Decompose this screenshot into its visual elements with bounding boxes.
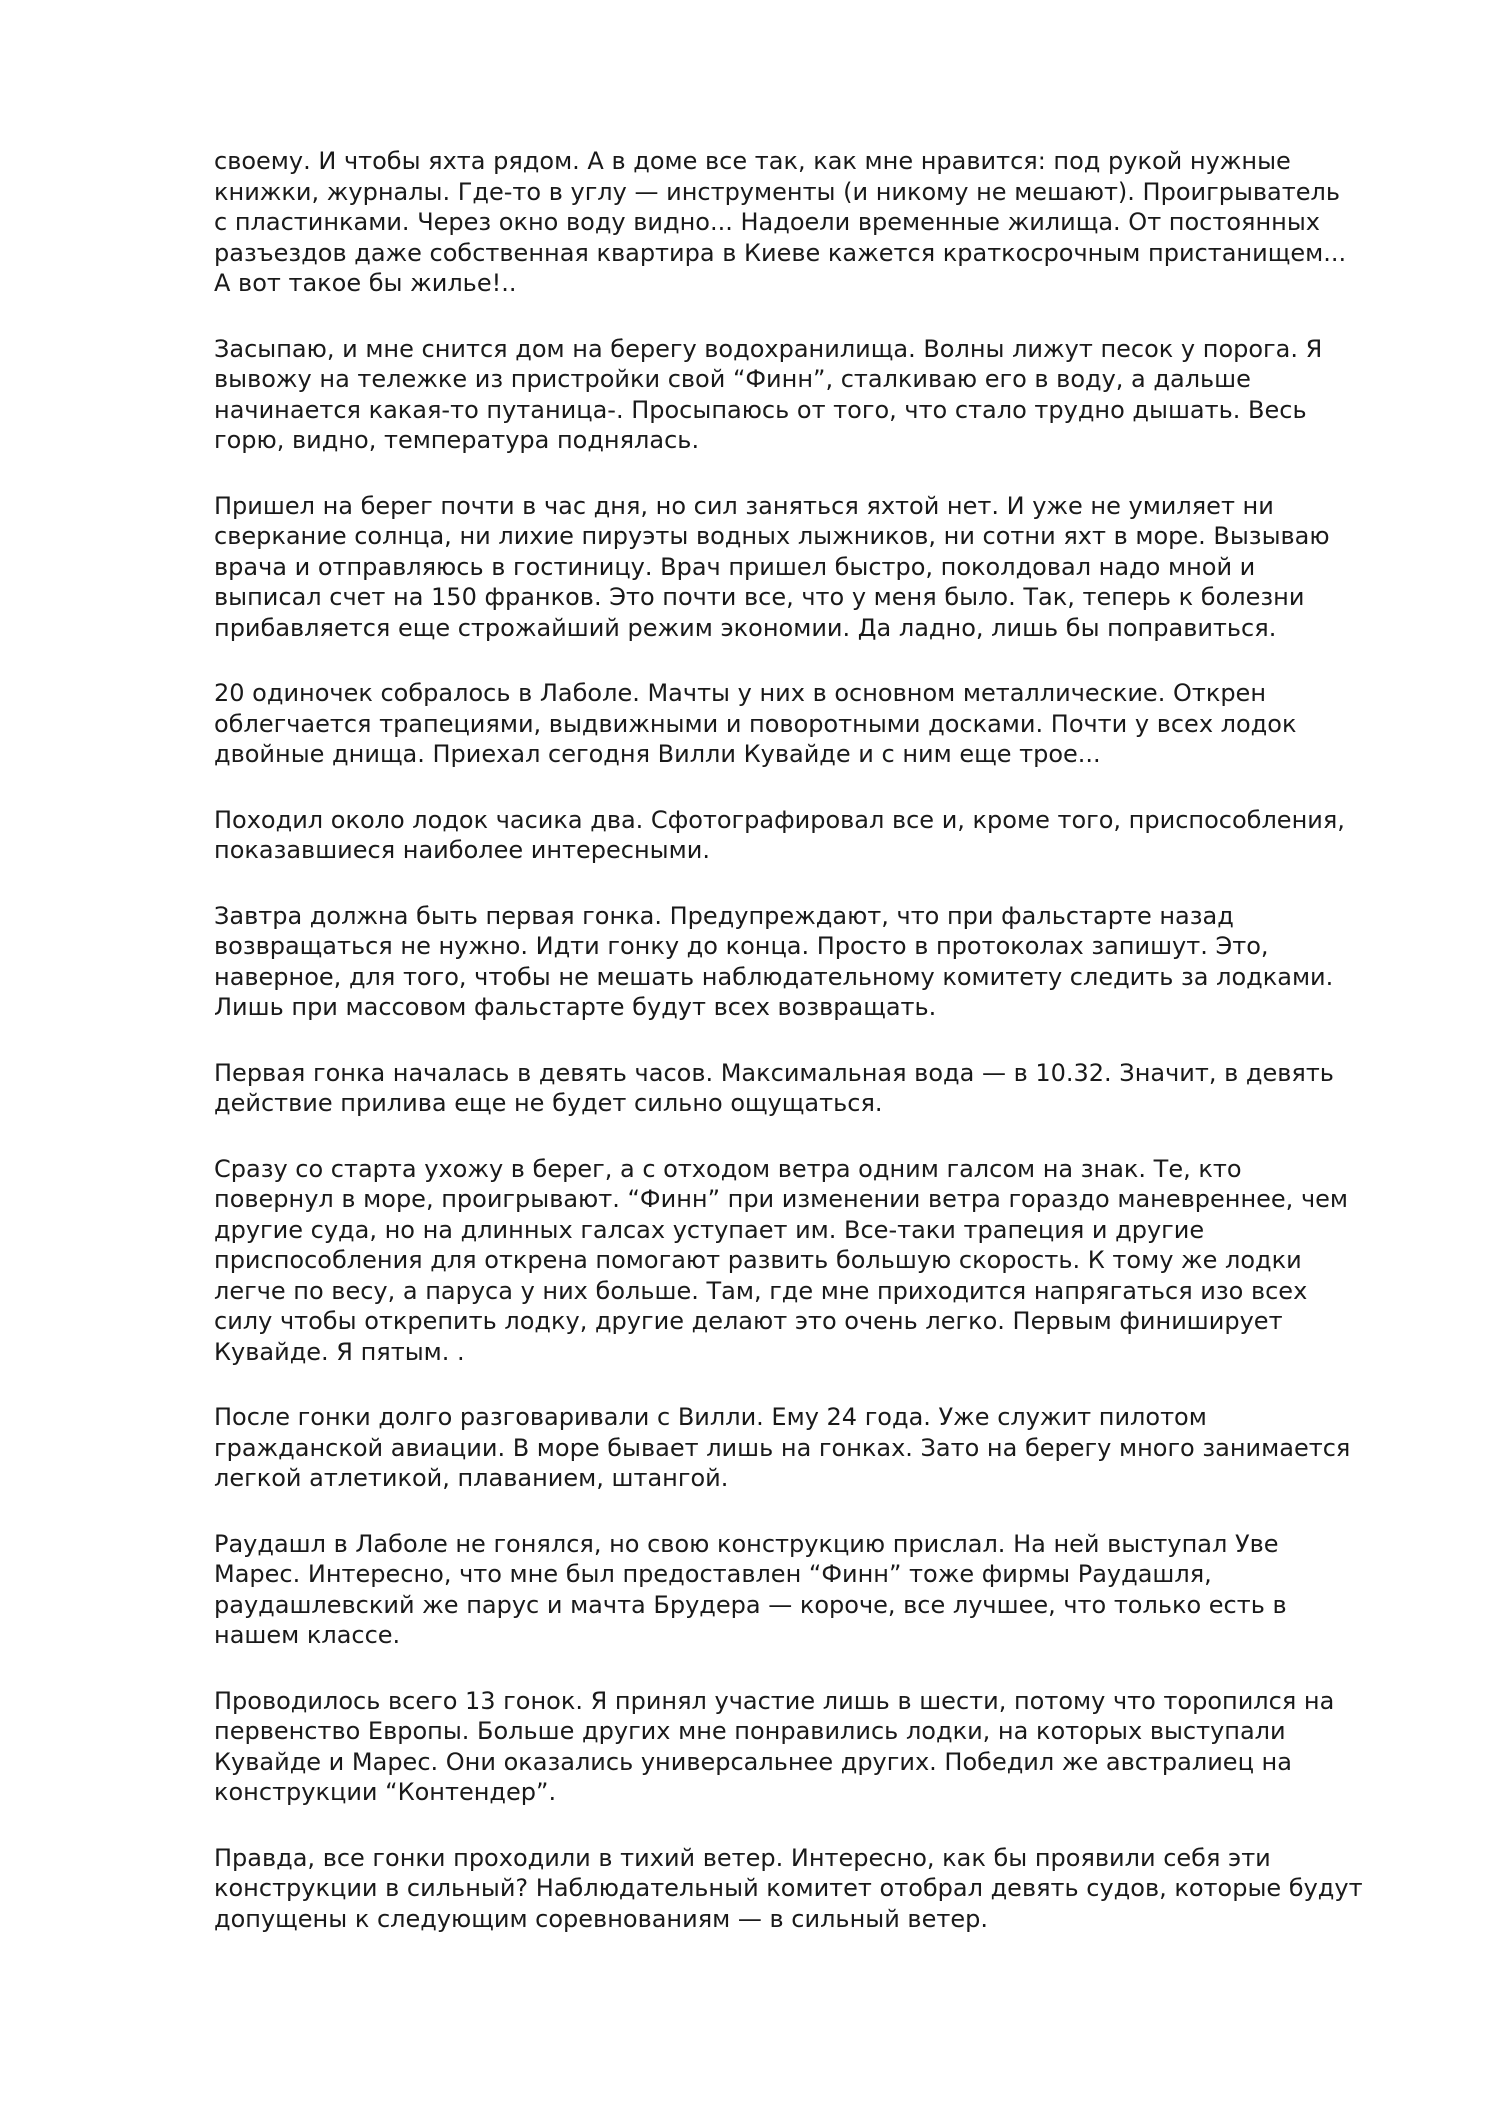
paragraph [214,1058,1394,1119]
text-line: своему. И чтобы яхта рядом. А в доме все так, как мне нравится: под рукой нужные [214,147,1291,175]
text-line: выписал счет на 150 франков. Это почти все, что у меня было. Так, теперь к болезни [214,583,1305,611]
text-line: с пластинками. Через окно воду видно... Надоели временные жилища. От постоянных [214,208,1321,236]
paragraph [214,491,1394,644]
text-line: После гонки долго разговаривали с Вилли. Ему 24 года. Уже служит пилотом [214,1403,1207,1431]
text-line: конструкции “Контендер”. [214,1778,557,1806]
paragraph [214,1402,1394,1494]
paragraph [214,334,1394,456]
text-line: горю, видно, температура поднялась. [214,426,700,454]
text-line: гражданской авиации. В море бывает лишь на гонках. Зато на берегу много занимается [214,1433,1351,1462]
text-line: Пришел на берег почти в час дня, но сил заняться яхтой нет. И уже не умиляет ни [214,491,1274,520]
text-line: 20 одиночек собралось в Лаболе. Мачты у них в основном металлические. Открен [214,679,1267,707]
text-line: облегчается трапециями, выдвижными и поворотными досками. Почти у всех лодок [214,709,1297,738]
text-line: другие суда, но на длинных галсах уступает им. Все-таки трапеция и другие [214,1215,1205,1244]
text-line: Лишь при массовом фальстарте будут всех возвращать. [214,993,937,1021]
text-line: первенство Европы. Больше других мне понравились лодки, на которых выступали [214,1717,1286,1745]
text-line: наверное, для того, чтобы не мешать наблюдательному комитету следить за лодками. [214,962,1334,991]
document-page [214,146,1394,1969]
text-line: нашем классе. [214,1621,401,1649]
text-line: легкой атлетикой, плаванием, штангой. [214,1464,729,1492]
text-line: Правда, все гонки проходили в тихий ветер. Интересно, как бы проявили себя эти [214,1843,1271,1872]
text-line: конструкции в сильный? Наблюдательный комитет отобрал девять судов, которые будут [214,1874,1363,1902]
text-line: двойные днища. Приехал сегодня Вилли Кувайде и с ним еще трое... [214,740,1101,768]
text-line: вывожу на тележке из пристройки свой “Финн”, сталкиваю его в воду, а дальше [214,365,1251,393]
text-line: сверкание солнца, ни лихие пируэты водных лыжников, ни сотни яхт в море. Вызываю [214,522,1330,550]
paragraph [214,1529,1394,1651]
text-line: разъездов даже собственная квартира в Киеве кажется краткосрочным пристанищем... [214,238,1347,267]
text-line: Раудашл в Лаболе не гонялся, но свою конструкцию прислал. На ней выступал Уве [214,1529,1279,1558]
text-line: Проводилось всего 13 гонок. Я принял участие лишь в шести, потому что торопился на [214,1686,1335,1715]
text-line: Кувайде. Я пятым. . [214,1337,465,1366]
text-line: действие прилива еще не будет сильно ощущаться. [214,1089,883,1117]
text-line: врача и отправляюсь в гостиницу. Врач пришел быстро, поколдовал надо мной и [214,552,1256,581]
text-line: Первая гонка началась в девять часов. Максимальная вода — в 10.32. Значит, в девять [214,1058,1334,1087]
text-line: показавшиеся наиболее интересными. [214,836,710,864]
text-line: Походил около лодок часика два. Сфотографировал все и, кроме того, приспособления, [214,805,1345,834]
paragraph [214,146,1394,299]
text-line: прибавляется еще строжайший режим экономии. Да ладно, лишь бы поправиться. [214,613,1277,642]
text-line: Завтра должна быть первая гонка. Предупреждают, что при фальстарте назад [214,901,1234,930]
text-line: силу чтобы открепить лодку, другие делают это очень легко. Первым финиширует [214,1307,1283,1335]
paragraph [214,1686,1394,1808]
paragraph [214,1154,1394,1368]
text-line: Засыпаю, и мне снится дом на берегу водохранилища. Волны лижут песок у порога. Я [214,334,1323,363]
text-line: повернул в море, проигрывают. “Финн” при изменении ветра гораздо маневреннее, чем [214,1185,1348,1213]
text-line: раудашлевский же парус и мачта Брудера — короче, все лучшее, что только есть в [214,1590,1287,1619]
paragraph [214,678,1394,770]
text-line: Кувайде и Марес. Они оказались универсальнее других. Победил же австралиец на [214,1747,1292,1776]
paragraph [214,805,1394,866]
text-line: приспособления для открена помогают развить большую скорость. К тому же лодки [214,1246,1302,1274]
text-line: легче по весу, а паруса у них больше. Там, где мне приходится напрягаться изо всех [214,1276,1308,1305]
text-line: возвращаться не нужно. Идти гонку до конца. Просто в протоколах запишут. Это, [214,932,1269,960]
text-line: Сразу со старта ухожу в берег, а с отходом ветра одним галсом на знак. Те, кто [214,1154,1242,1183]
paragraph [214,901,1394,1023]
paragraph [214,1843,1394,1935]
text-line: начинается какая-то путаница-. Просыпаюсь от того, что стало трудно дышать. Весь [214,395,1307,424]
text-line: Марес. Интересно, что мне был предоставлен “Финн” тоже фирмы Раудашля, [214,1560,1212,1588]
text-line: допущены к следующим соревнованиям — в сильный ветер. [214,1904,988,1933]
text-line: А вот такое бы жилье!.. [214,269,517,297]
text-line: книжки, журналы. Где-то в углу — инструменты (и никому не мешают). Проигрыватель [214,177,1340,206]
